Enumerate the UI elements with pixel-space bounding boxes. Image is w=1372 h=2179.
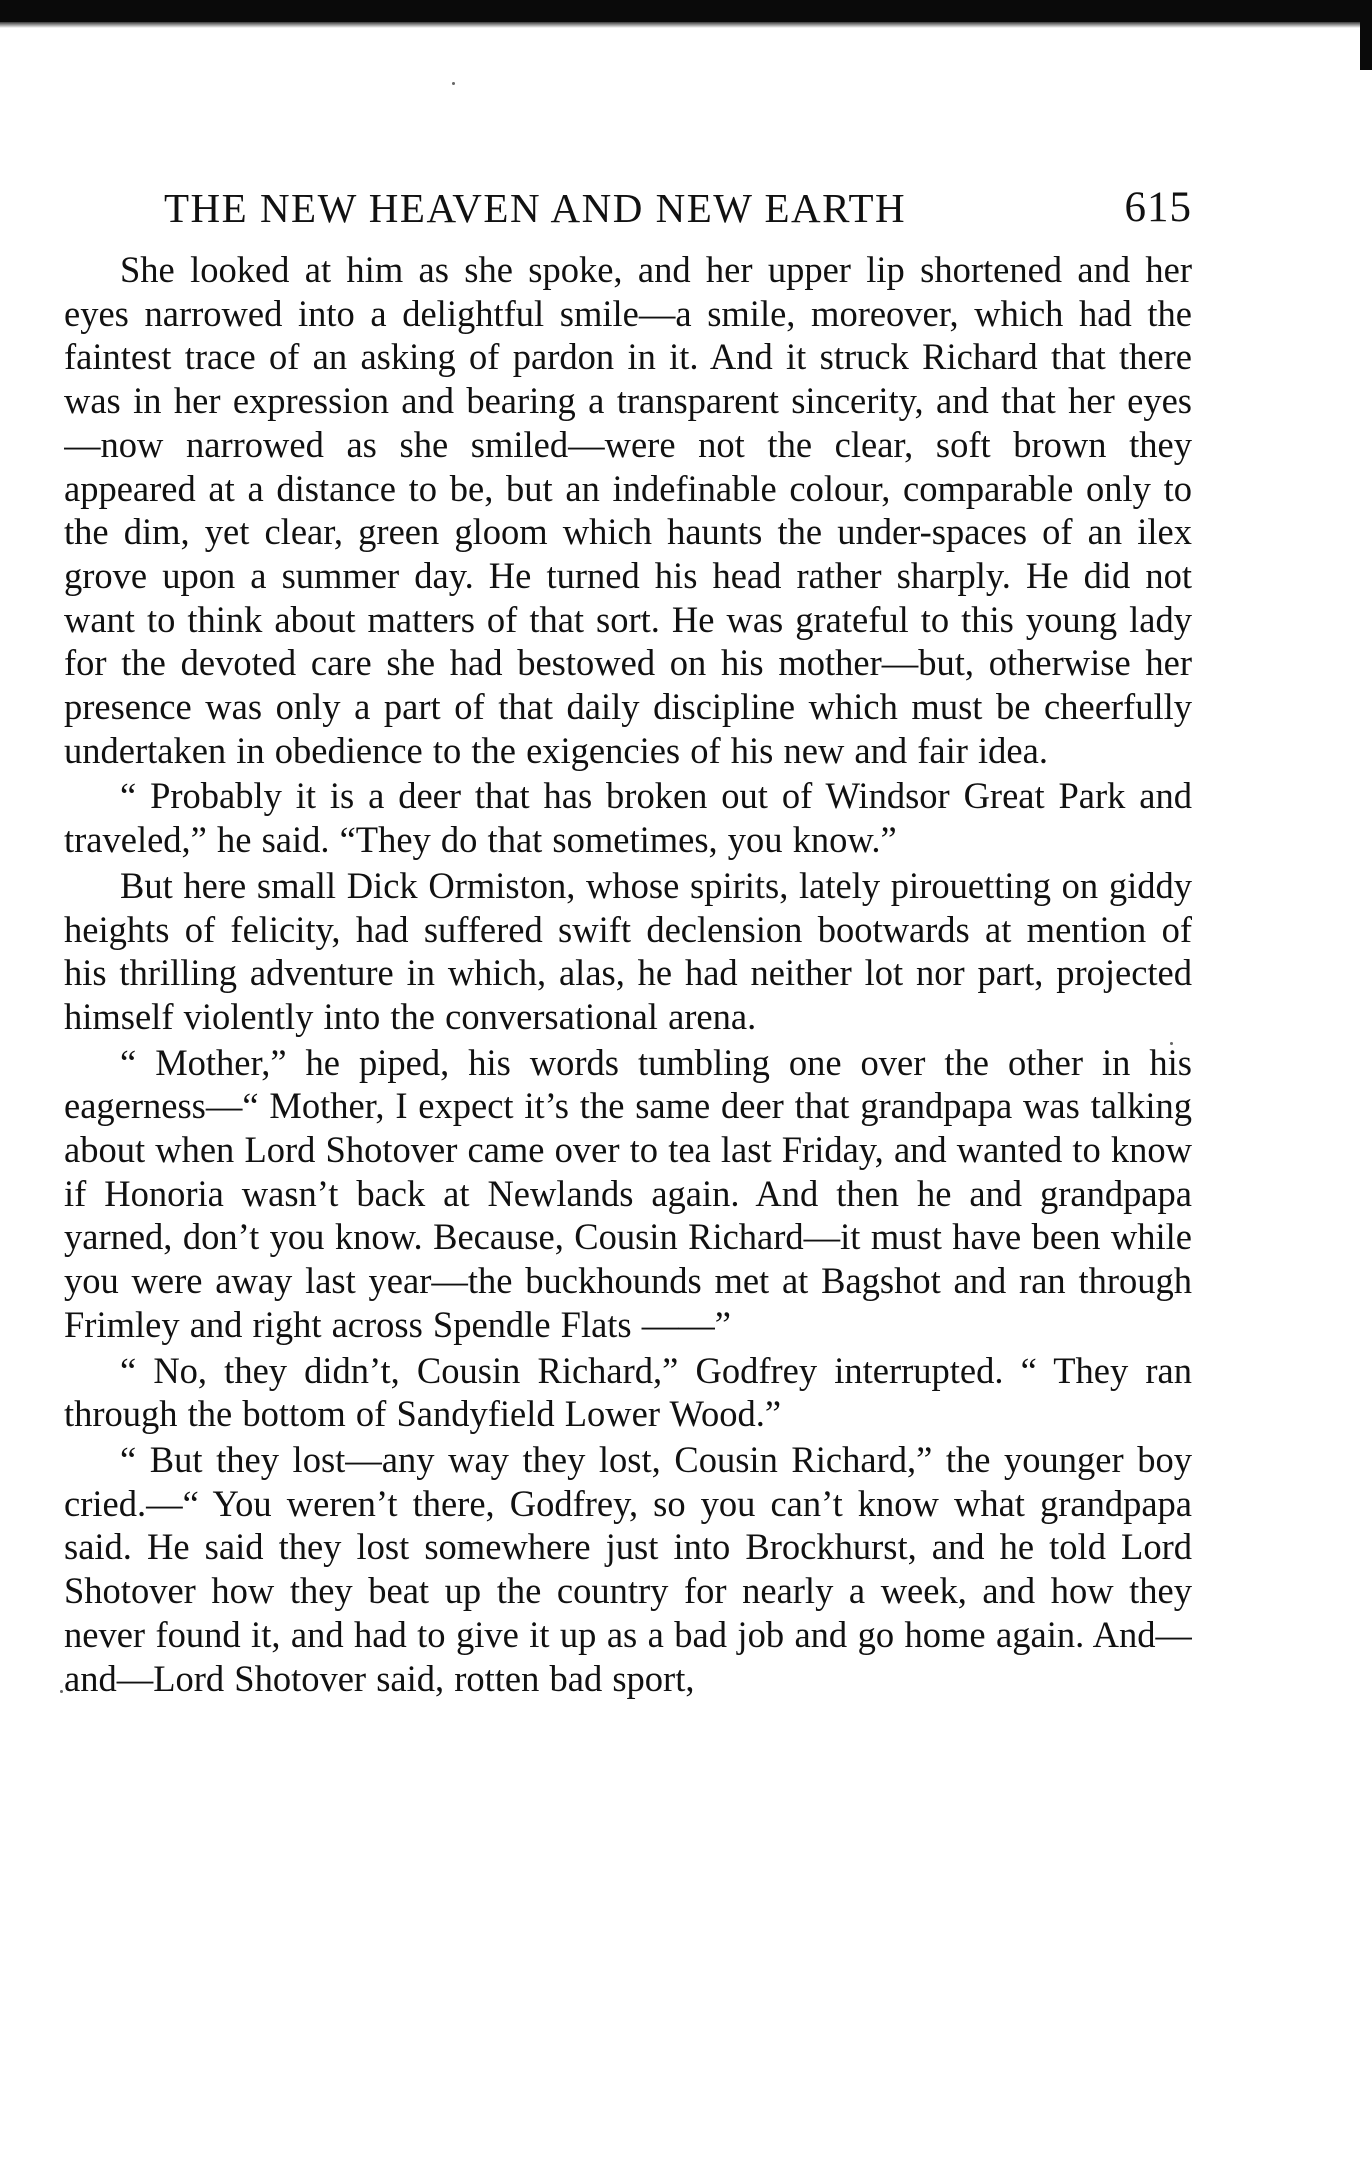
scan-speck [452, 82, 455, 85]
scan-right-border [1360, 0, 1372, 70]
body-text [64, 248, 1192, 1700]
paragraph-1: She looked at him as she spoke, and her upper lip shortened and her eyes narrowed into a delightful smile—a smile, moreover, which had the faintest trace of an asking of pardon in it. And it struck Richard that there was in her expression and bearing a transparent sincerity, and that her eyes—now narrowed as she smiled—were not the clear, soft brown they appeared at a distance to be, but an indefinable colour, comparable only to the dim, yet clear, green gloom which haunts the under-spaces of an ilex grove upon a summer day. He turned his head rather sharply. He did not want to think about matters of that sort. He was grateful to this young lady for the devoted care she had bestowed on his mother—but, otherwise her presence was only a part of that daily discipline which must be cheerfully undertaken in obedience to the exigencies of his new and fair idea. [64, 249, 1192, 771]
running-header [164, 160, 1192, 240]
paragraph-4: “ Mother,” he piped, his words tumbling one over the other in his eagerness—“ Mother, I expect it’s the same deer that grandpapa was talking about when Lord Shotover came over to tea last Friday, and wanted to know if Honoria wasn’t back at Newlands again. And then he and grandpapa yarned, don’t you know. Because, Cousin Richard—it must have been while you were away last year—the buckhounds met at Bagshot and ran through Frimley and right across Spendle Flats ——” [64, 1041, 1192, 1345]
paragraph-5: “ No, they didn’t, Cousin Richard,” Godfrey interrupted. “ They ran through the bottom of Sandyfield Lower Wood.” [64, 1349, 1192, 1435]
scan-top-border [0, 0, 1372, 22]
running-title: THE NEW HEAVEN AND NEW EARTH [164, 185, 907, 231]
paragraph-3: But here small Dick Ormiston, whose spirits, lately pirouetting on giddy heights of felicity, had suffered swift declension bootwards at mention of his thrilling adventure in which, alas, he had neither lot nor part, projected himself violently into the conversational arena. [64, 864, 1192, 1037]
page-number: 615 [1124, 184, 1192, 231]
paragraph-6: “ But they lost—any way they lost, Cousin Richard,” the younger boy cried.—“ You weren’t there, Godfrey, so you can’t know what grandpapa said. He said they lost somewhere just into Brockhurst, and he told Lord Shotover how they beat up the country for nearly a week, and how they never found it, and had to give it up as a bad job and go home again. And—and—Lord Shotover said, rotten bad sport, [64, 1438, 1192, 1699]
book-page [64, 160, 1192, 2140]
scan-speck [60, 1690, 63, 1693]
paragraph-2: “ Probably it is a deer that has broken out of Windsor Great Park and traveled,” he said. “They do that sometimes, you know.” [64, 775, 1192, 861]
